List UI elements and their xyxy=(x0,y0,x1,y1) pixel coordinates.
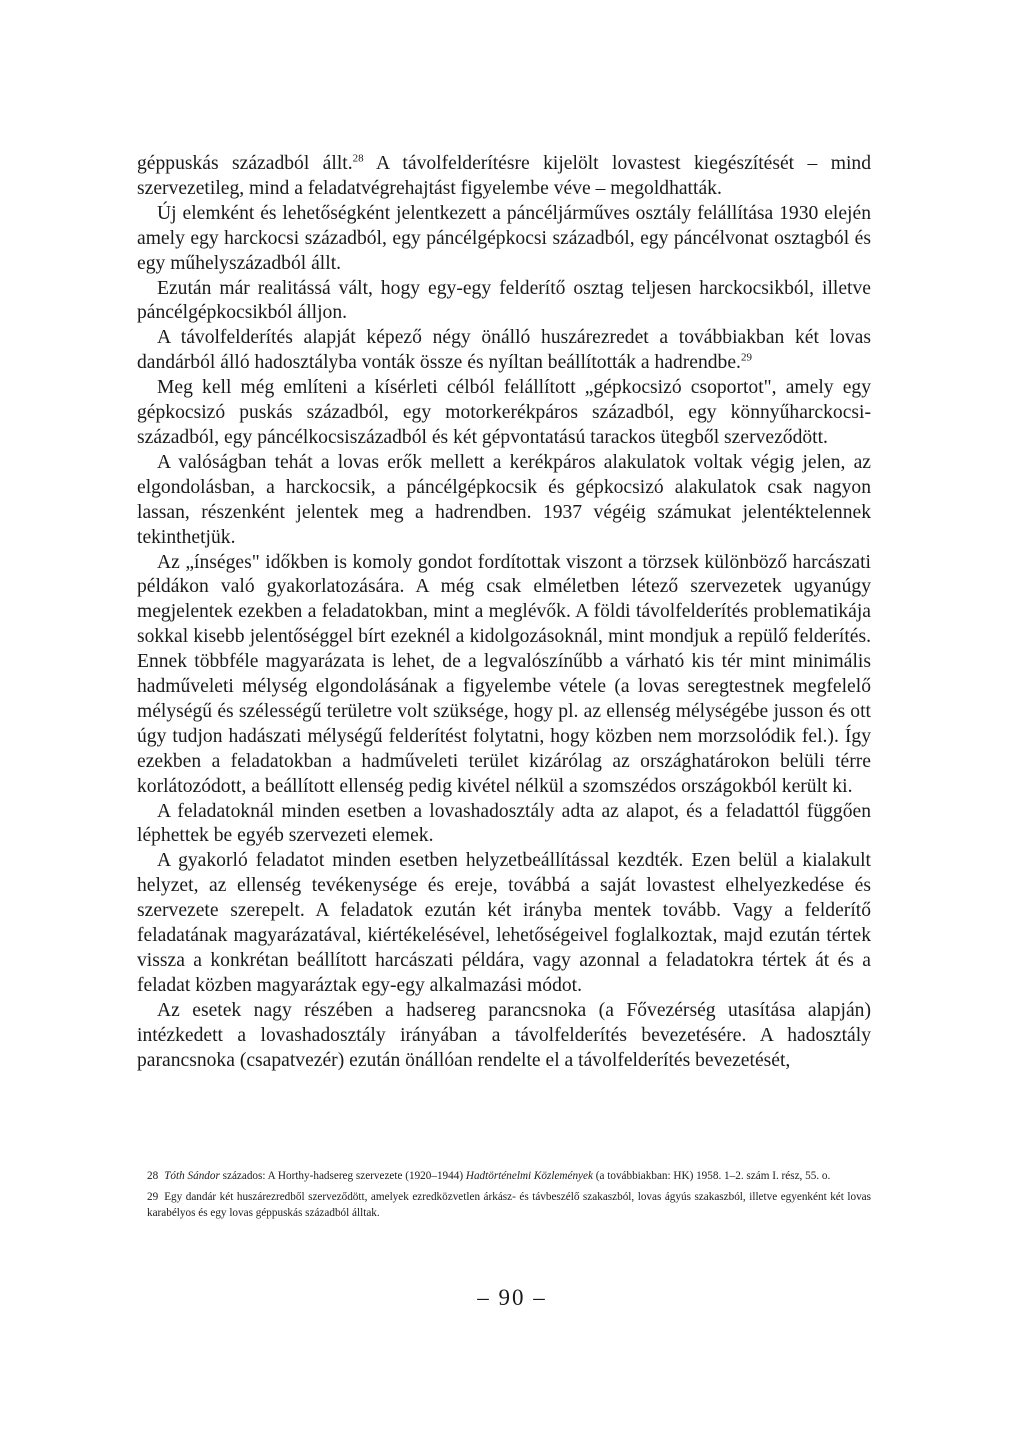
footnote-number: 28 xyxy=(147,1170,159,1182)
paragraph-5: Meg kell még említeni a kísérleti célból felállított „gépkocsizó csoportot", amely egy gépkocsizó puskás századból, egy motorkerékpáros századból, egy könnyűharckocsi-századból, egy páncélkocsiszázadból és két gépvontatású tarackos ütegből szerveződött. xyxy=(137,377,871,448)
footnote-text: Egy dandár két huszárezredből szerveződött, amelyek ezredközvetlen árkász- és távbeszélő szakaszból, lovas ágyús szakaszból, illetve egyenként két lovas karabélyos és egy lovas géppuskás századból álltak. xyxy=(147,1191,871,1219)
footnote-28 xyxy=(147,1168,871,1184)
paragraph-9: A gyakorló feladatot minden esetben helyzetbeállítással kezdték. Ezen belül a kialakult helyzet, az ellenség tevékenysége és ereje, továbbá a saját lovastest elhelyezkedése és szervezete szerepelt. A feladatok ezután két irányba mentek tovább. Vagy a felderítő feladatának magyarázatával, kiértékelésével, lehetőségeivel foglalkoztak, majd ezután tértek vissza a konkrétan beállított harcászati példára, vagy azonnal a feladatokra tértek át és a feladat közben magyaráztak egy-egy alkalmazási módot. xyxy=(137,850,871,996)
paragraph-text: A távolfelderítésre kijelölt lovastest kiegészítését – mind szervezetileg, mind a feladatvégrehajtást figyelembe véve – megoldhatták. xyxy=(137,153,871,199)
footnotes xyxy=(147,1168,871,1226)
footnote-author: Tóth Sándor xyxy=(164,1170,220,1182)
paragraph-7: Az „ínséges" időkben is komoly gondot fordítottak viszont a törzsek különböző harcászati példákon való gyakorlatozására. A még csak elméletben létező szervezetek ugyanúgy megjelentek ezekben a feladatokban, mint a meglévők. A földi távolfelderítés problematikája sokkal kisebb jelentőséggel bírt ezeknél a kidolgozásoknál, mint mondjuk a repülő felderítés. Ennek többféle magyarázata is lehet, de a legvalószínűbb a várható kis tér mint minimális hadműveleti mélység elgondolásának a figyelembe vétele (a lovas seregtestnek megfelelő mélységű és szélességű területre volt szüksége, hogy pl. az ellenség mélységébe jusson és ott úgy tudjon hadászati mélységű felderítést folytatni, hogy közben nem morzsolódik fel.). Így ezekben a feladatokban a hadműveleti terület kizárólag az országhatárokon belüli térre korlátozódott, a beállított ellenség pedig kivétel nélkül a szomszédos országokból került ki. xyxy=(137,551,871,797)
paragraph-8: A feladatoknál minden esetben a lovashadosztály adta az alapot, és a feladattól függően léphettek be egyéb szervezeti elemek. xyxy=(137,800,871,847)
footnote-text: (a továbbiakban: HK) 1958. 1–2. szám I. rész, 55. o. xyxy=(592,1170,831,1182)
footnote-ref-29[interactable]: 29 xyxy=(740,351,752,364)
paragraph-3: Ezután már realitássá vált, hogy egy-egy felderítő osztag teljesen harckocsikból, illetve páncélgépkocsikból álljon. xyxy=(137,277,871,324)
footnote-ref-28[interactable]: 28 xyxy=(352,152,364,165)
paragraph-1 xyxy=(137,152,871,202)
footnote-journal: Hadtörténelmi Közlemények xyxy=(465,1170,593,1182)
page-number: – 90 – xyxy=(477,1285,547,1310)
body-text xyxy=(137,152,871,1074)
paragraph-4 xyxy=(137,326,871,376)
footnote-text: százados: A Horthy-hadsereg szervezete (1920–1944) xyxy=(219,1170,466,1182)
paragraph-6: A valóságban tehát a lovas erők mellett a kerékpáros alakulatok voltak végig jelen, az elgondolásban, a harckocsik, a páncélgépkocsik és gépkocsizó alakulatok csak nagyon lassan, részenként jelentek meg a hadrendben. 1937 végéig számukat jelentéktelennek tekinthetjük. xyxy=(137,451,871,548)
paragraph-10: Az esetek nagy részében a hadsereg parancsnoka (a Fővezérség utasítása alapján) intézkedett a lovashadosztály irányában a távolfelderítés bevezetésére. A hadosztály parancsnoka (csapatvezér) ezután önállóan rendelte el a távolfelderítés bevezetését, xyxy=(137,999,871,1071)
paragraph-2: Új elemként és lehetőségként jelentkezett a páncéljárműves osztály felállítása 1930 elején amely egy harckocsi századból, egy páncélgépkocsi századból, egy páncélvonat osztagból és egy műhelyszázadból állt. xyxy=(137,202,871,274)
footnote-29 xyxy=(147,1189,871,1221)
footnote-number: 29 xyxy=(147,1191,159,1203)
paragraph-text: A távolfelderítés alapját képező négy önálló huszárezredet a továbbiakban két lovas dandárból álló hadosztályba vonták össze és nyíltan beállították a hadrendbe. xyxy=(137,327,871,374)
paragraph-text: géppuskás századból állt. xyxy=(137,153,353,174)
